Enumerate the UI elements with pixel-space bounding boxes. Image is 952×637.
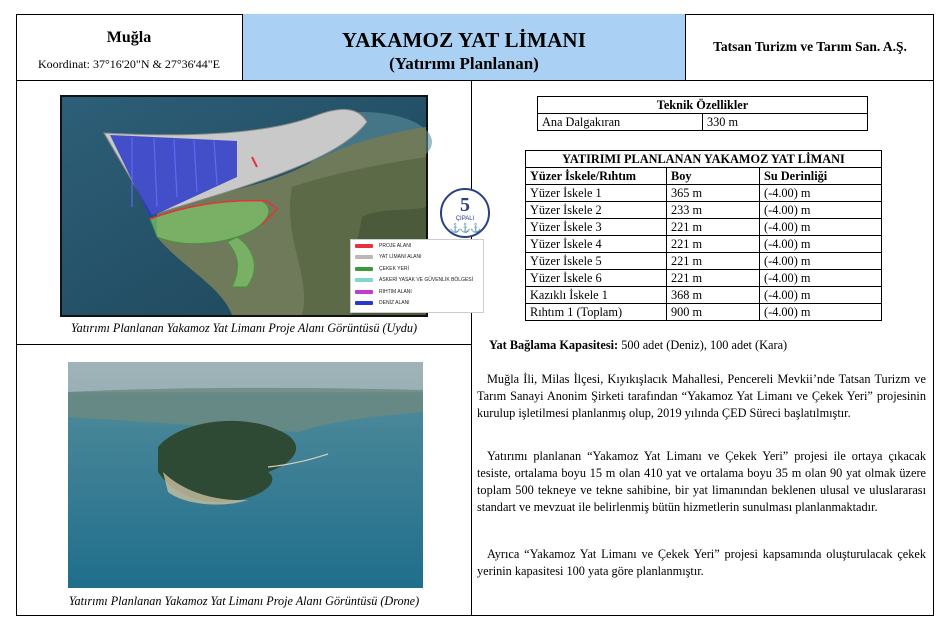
legend-label: ÇEKEK YERİ bbox=[379, 265, 409, 272]
table-row bbox=[526, 287, 882, 304]
tech-table bbox=[537, 96, 868, 131]
legend-swatch bbox=[355, 278, 373, 282]
table-cell: 221 m bbox=[667, 253, 760, 270]
coordinates: Koordinat: 37°16'20"N & 27°36'44"E bbox=[37, 57, 221, 71]
page-title: YAKAMOZ YAT LİMANI bbox=[341, 28, 587, 52]
table-cell: Yüzer İskele 5 bbox=[526, 253, 667, 270]
map-legend bbox=[350, 239, 484, 313]
table-cell: Kazıklı İskele 1 bbox=[526, 287, 667, 304]
header-divider bbox=[16, 80, 934, 81]
marina-table-title: YATIRIMI PLANLANAN YAKAMOZ YAT LİMANI bbox=[526, 151, 882, 168]
tech-label: Ana Dalgakıran bbox=[538, 114, 703, 131]
table-cell: 900 m bbox=[667, 304, 760, 321]
column-header: Yüzer İskele/Rıhtım bbox=[526, 168, 667, 185]
legend-item bbox=[351, 275, 483, 287]
table-cell: Yüzer İskele 1 bbox=[526, 185, 667, 202]
column-divider bbox=[471, 80, 472, 616]
table-cell: 365 m bbox=[667, 185, 760, 202]
table-cell: (-4.00) m bbox=[760, 236, 882, 253]
legend-label: ASKERİ YASAK VE GÜVENLİK BÖLGESİ bbox=[379, 277, 474, 284]
province-name: Muğla bbox=[106, 29, 152, 46]
table-cell: (-4.00) m bbox=[760, 185, 882, 202]
tech-value: 330 m bbox=[703, 114, 868, 131]
table-cell: 233 m bbox=[667, 202, 760, 219]
table-cell: Yüzer İskele 2 bbox=[526, 202, 667, 219]
table-row bbox=[526, 253, 882, 270]
legend-label: PROJE ALANI bbox=[379, 242, 412, 249]
table-cell: 221 m bbox=[667, 270, 760, 287]
capacity-line bbox=[489, 338, 787, 353]
header-location bbox=[16, 14, 243, 80]
logo-text: ÇIPALI bbox=[455, 216, 475, 222]
table-cell: (-4.00) m bbox=[760, 202, 882, 219]
legend-label: RIHTIM ALANI bbox=[379, 288, 412, 295]
legend-item bbox=[351, 263, 483, 275]
table-row bbox=[526, 219, 882, 236]
company-name: Tatsan Turizm ve Tarım San. A.Ş. bbox=[713, 39, 907, 54]
table-cell: 368 m bbox=[667, 287, 760, 304]
column-header: Su Derinliği bbox=[760, 168, 882, 185]
table-header-row bbox=[526, 168, 882, 185]
table-cell: Yüzer İskele 6 bbox=[526, 270, 667, 287]
tech-table-title: Teknik Özellikler bbox=[538, 97, 868, 114]
table-row bbox=[526, 202, 882, 219]
drone-caption: Yatırımı Planlanan Yakamoz Yat Limanı Proje Alanı Görüntüsü (Drone) bbox=[68, 594, 420, 608]
column-header: Boy bbox=[667, 168, 760, 185]
legend-item bbox=[351, 298, 483, 310]
legend-swatch bbox=[355, 301, 373, 305]
table-cell: (-4.00) m bbox=[760, 219, 882, 236]
legend-item bbox=[351, 240, 483, 252]
capacity-value: 500 adet (Deniz), 100 adet (Kara) bbox=[618, 338, 788, 352]
description-paragraph-3: Ayrıca “Yakamoz Yat Limanı ve Çekek Yeri” projesi kapsamında oluşturulacak çekek yerinin kapasitesi 100 yata göre planlanmıştır. bbox=[477, 547, 926, 578]
cipali-logo bbox=[440, 188, 490, 238]
drone-image bbox=[68, 362, 423, 588]
satellite-caption: Yatırımı Planlanan Yakamoz Yat Limanı Proje Alanı Görüntüsü (Uydu) bbox=[70, 321, 418, 335]
legend-swatch bbox=[355, 255, 373, 259]
page-subtitle: (Yatırımı Planlanan) bbox=[389, 54, 539, 73]
table-row bbox=[526, 270, 882, 287]
table-cell: (-4.00) m bbox=[760, 253, 882, 270]
table-cell: Rıhtım 1 (Toplam) bbox=[526, 304, 667, 321]
table-cell: (-4.00) m bbox=[760, 270, 882, 287]
table-cell: (-4.00) m bbox=[760, 287, 882, 304]
description-paragraph-2: Yatırımı planlanan “Yakamoz Yat Limanı ve Çekek Yeri” projesi ile ortaya çıkacak tesiste, ortalama boyu 15 m olan 410 yat ve ortalama boyu 35 m olan 90 yat olmak üzere toplam 500 tekneye ve tekne sahibine, bir yat limanından beklenen ulusal ve uluslararası standart ve mevzuat ile belirlenmiş bütün hizmetlerin sunulması planlanmaktadır. bbox=[477, 449, 926, 514]
legend-swatch bbox=[355, 267, 373, 271]
image-divider bbox=[16, 344, 472, 345]
drone-photo bbox=[68, 362, 423, 588]
table-row bbox=[526, 236, 882, 253]
table-cell: 221 m bbox=[667, 219, 760, 236]
anchor-icon: ⚓⚓⚓ bbox=[449, 223, 481, 233]
table-cell: 221 m bbox=[667, 236, 760, 253]
logo-number: 5 bbox=[460, 194, 470, 216]
capacity-label: Yat Bağlama Kapasitesi: bbox=[489, 338, 619, 352]
header-title-block bbox=[243, 14, 686, 80]
description-paragraph-1: Muğla İli, Milas İlçesi, Kıyıkışlacık Mahallesi, Pencereli Mevkii’nde Tatsan Turizm ve Tarım Sanayi Anonim Şirketi tarafından “Yakamoz Yat Limanı ve Çekek Yeri” projesinin kurulup işletilmesi planlanmış olup, 2019 yılında ÇED Süreci başlatılmıştır. bbox=[477, 372, 926, 420]
table-cell: Yüzer İskele 4 bbox=[526, 236, 667, 253]
table-cell: Yüzer İskele 3 bbox=[526, 219, 667, 236]
legend-item bbox=[351, 286, 483, 298]
legend-item bbox=[351, 252, 483, 264]
table-row bbox=[526, 185, 882, 202]
legend-label: DENİZ ALANI bbox=[379, 300, 410, 307]
marina-table bbox=[525, 150, 882, 321]
legend-swatch bbox=[355, 244, 373, 248]
legend-label: YAT LİMANI ALANI bbox=[379, 254, 422, 261]
table-row bbox=[538, 114, 868, 131]
legend-swatch bbox=[355, 290, 373, 294]
table-cell: (-4.00) m bbox=[760, 304, 882, 321]
table-row bbox=[526, 304, 882, 321]
